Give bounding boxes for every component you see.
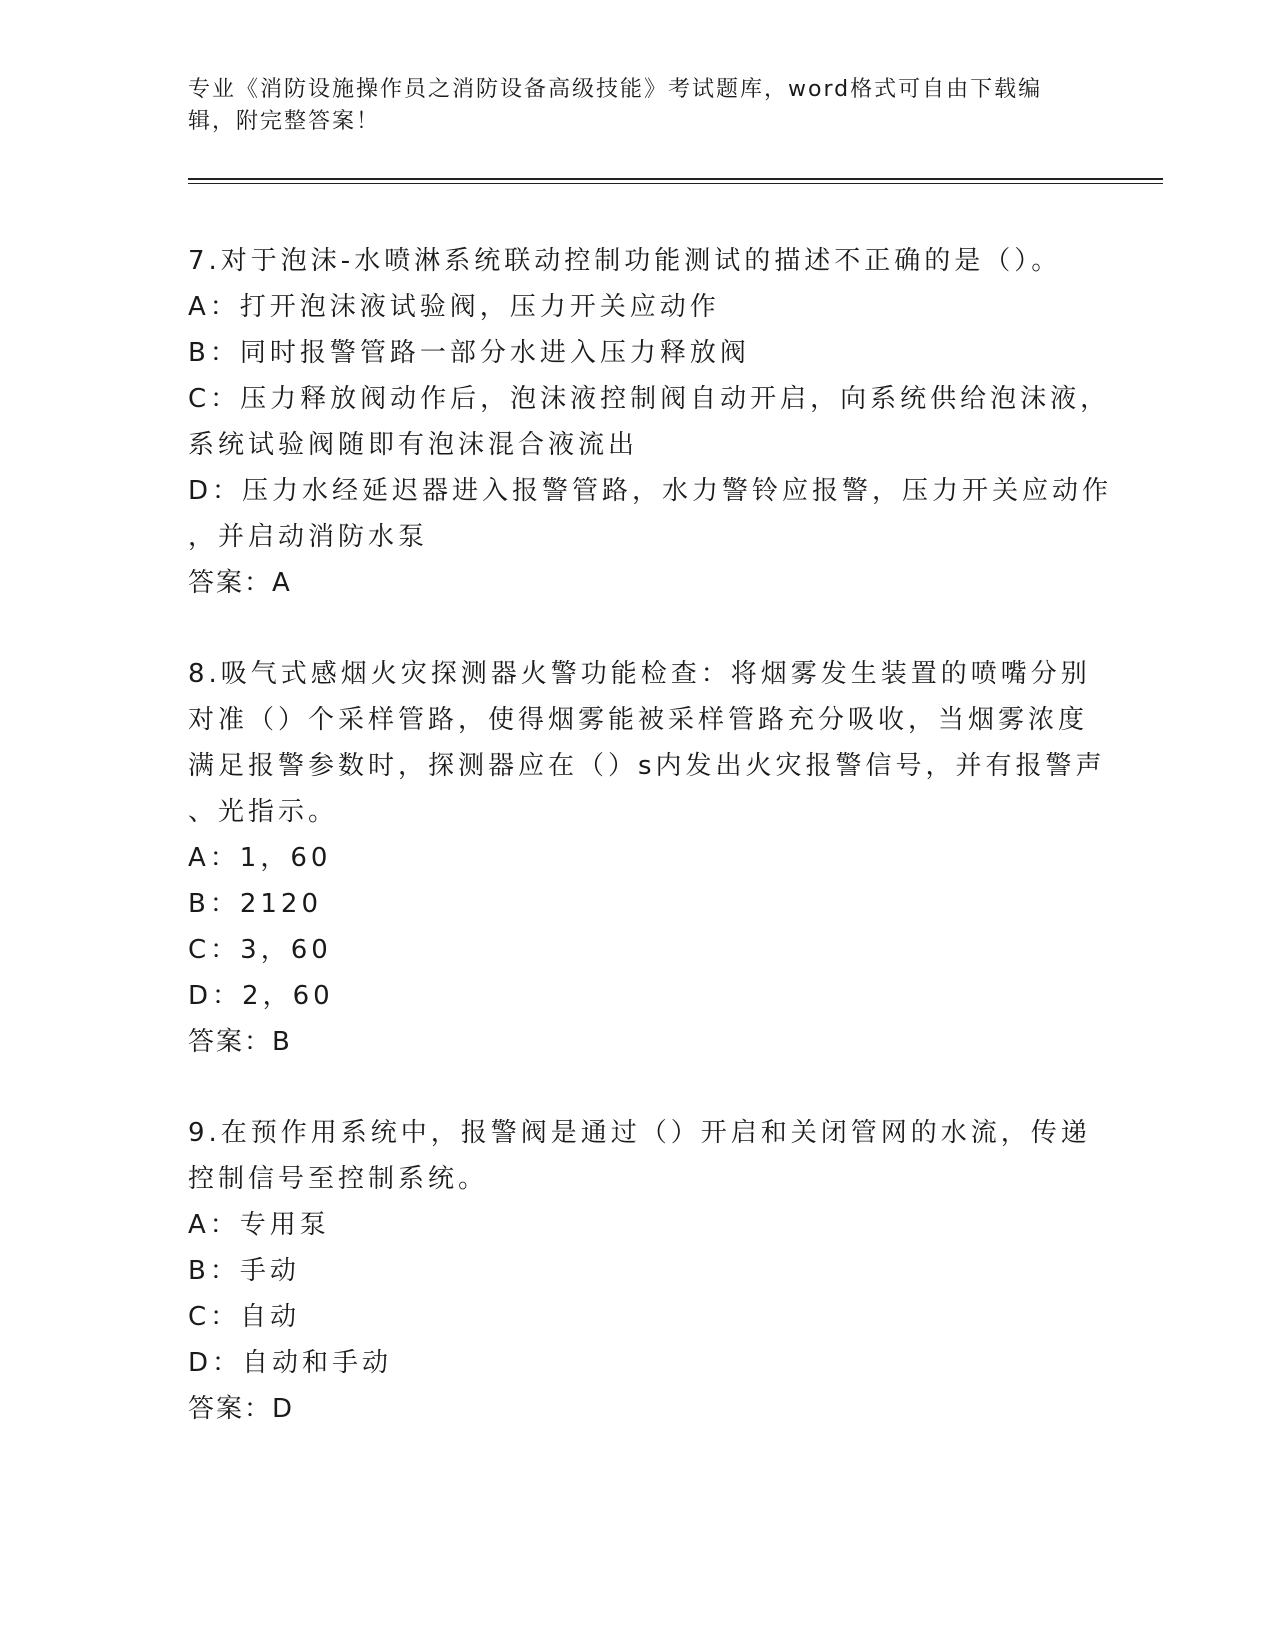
option-b: B：手动 [188,1256,300,1286]
option-a: A：专用泵 [188,1210,330,1240]
option-d: D：压力水经延迟器进入报警管路，水力警铃应报警，压力开关应动作 [188,476,1113,506]
option-d: D：自动和手动 [188,1348,393,1378]
option-b: B：2120 [188,889,323,919]
header-divider-thin [188,183,1163,184]
document-header [188,74,1088,138]
question-stem-line-4: 、光指示。 [188,797,339,827]
question-stem: 9.在预作用系统中，报警阀是通过（）开启和关闭管网的水流，传递 [188,1118,1091,1148]
option-c: C：自动 [188,1302,301,1332]
option-c: C：压力释放阀动作后，泡沫液控制阀自动开启，向系统供给泡沫液， [188,384,1111,414]
question-8 [188,651,1106,1065]
question-spacer [188,1065,1098,1110]
question-list [188,238,1113,1432]
question-9 [188,1110,1098,1432]
header-divider-thick [188,178,1163,180]
option-a: A：1，60 [188,843,332,873]
option-d: D：2，60 [188,981,334,1011]
option-c-continued: 系统试验阀随即有泡沫混合液流出 [188,430,639,460]
header-line-2: 辑，附完整答案！ [188,109,381,134]
header-line-1: 专业《消防设施操作员之消防设备高级技能》考试题库，word格式可自由下载编 [188,77,1043,102]
question-7 [188,238,1113,606]
option-d-continued: ，并启动消防水泵 [188,522,429,552]
question-stem-line-2: 控制信号至控制系统。 [188,1164,489,1194]
option-a: A：打开泡沫液试验阀，压力开关应动作 [188,292,720,322]
question-spacer [188,606,1098,651]
question-stem-line-3: 满足报警参数时，探测器应在（）s内发出火灾报警信号，并有报警声 [188,751,1106,781]
question-stem: 7.对于泡沫-水喷淋系统联动控制功能测试的描述不正确的是（）。 [188,246,1062,276]
answer: 答案：D [188,1394,295,1424]
question-stem: 8.吸气式感烟火灾探测器火警功能检查：将烟雾发生装置的喷嘴分别 [188,659,1091,689]
question-stem-line-2: 对准（）个采样管路，使得烟雾能被采样管路充分吸收，当烟雾浓度 [188,705,1089,735]
option-b: B：同时报警管路一部分水进入压力释放阀 [188,338,750,368]
option-c: C：3，60 [188,935,332,965]
answer: 答案：B [188,1027,292,1057]
answer: 答案：A [188,568,292,598]
